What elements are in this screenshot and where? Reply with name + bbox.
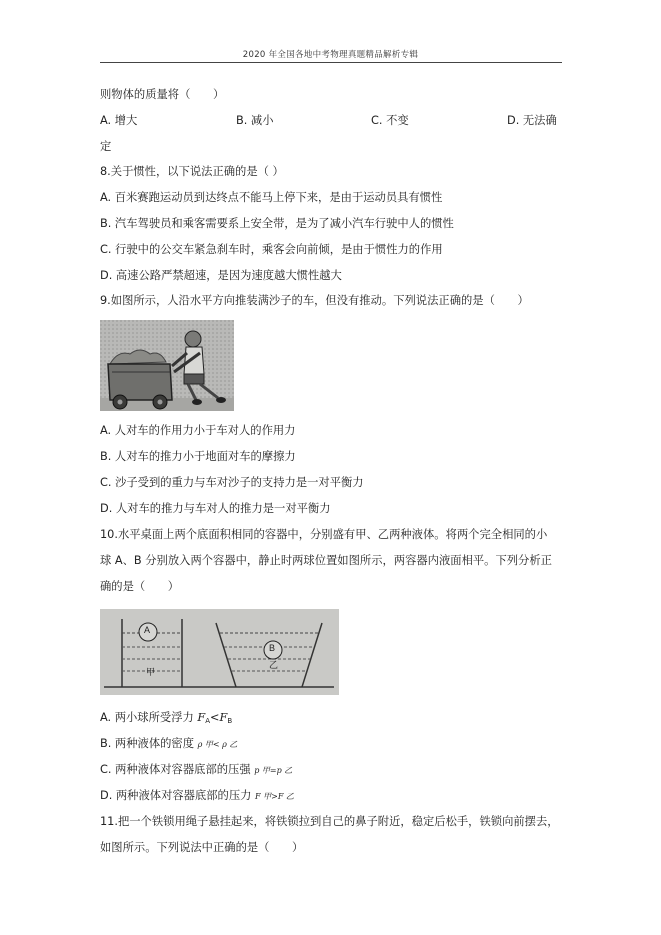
- q10-option-a-sub2: B: [227, 717, 233, 725]
- q10-option-a-f2: F: [219, 711, 228, 724]
- q9-stem: 9.如图所示，人沿水平方向推装满沙子的车，但没有推动。下列说法正确的是（ ）: [100, 294, 529, 307]
- q7-option-d-wrap: 定: [100, 140, 112, 153]
- q8-option-a: A. 百米赛跑运动员到达终点不能马上停下来，是由于运动员具有惯性: [100, 191, 443, 204]
- q10-option-b-expr: ρ 甲< ρ 乙: [197, 740, 238, 749]
- q11-stem-line-1: 11.把一个铁锁用绳子悬挂起来，将铁锁拉到自己的鼻子附近，稳定后松手，铁锁向前摆去，: [100, 815, 559, 828]
- q10-option-d: [100, 788, 294, 805]
- q7-option-b: B. 减小: [236, 114, 274, 127]
- q7-option-d: D. 无法确: [507, 114, 557, 127]
- container-left-label: 甲: [146, 668, 156, 678]
- q8-option-c: C. 行驶中的公交车紧急刹车时，乘客会向前倾，是由于惯性力的作用: [100, 243, 443, 256]
- q10-option-a-sub1: A: [205, 717, 211, 725]
- header-title: 2020 年全国各地中考物理真题精品解析专辑: [242, 50, 419, 60]
- q10-option-b: [100, 736, 237, 753]
- q10-option-a: [100, 710, 232, 729]
- container-right-label: 乙: [269, 661, 279, 671]
- q10-option-a-lt: <: [210, 711, 220, 724]
- q10-option-d-expr: F 甲>F 乙: [255, 792, 294, 801]
- q7-option-a: A. 增大: [100, 114, 138, 127]
- q9-figure-cart: [100, 320, 234, 411]
- ball-a-label: A: [144, 625, 151, 635]
- q10-option-b-text: B. 两种液体的密度: [100, 737, 198, 750]
- q10-stem-line-3: 确的是（ ）: [100, 580, 180, 593]
- q10-stem-line-2: 球 A、B 分别放入两个容器中，静止时两球位置如图所示，两容器内液面相平。下列分析正: [100, 554, 552, 567]
- q10-option-d-text: D. 两种液体对容器底部的压力: [100, 789, 256, 802]
- q10-stem-line-1: 10.水平桌面上两个底面积相同的容器中，分别盛有甲、乙两种液体。将两个完全相同的小: [100, 528, 548, 541]
- q9-option-b: B. 人对车的推力小于地面对车的摩擦力: [100, 450, 296, 463]
- q10-option-c: [100, 762, 292, 779]
- q10-option-c-expr: p 甲=p 乙: [254, 766, 293, 775]
- q11-stem-line-2: 如图所示。下列说法中正确的是（ ）: [100, 841, 304, 854]
- q8-option-d: D. 高速公路严禁超速，是因为速度越大惯性越大: [100, 269, 342, 282]
- q9-option-c: C. 沙子受到的重力与车对沙子的支持力是一对平衡力: [100, 476, 364, 489]
- q8-stem: 8.关于惯性，以下说法正确的是（ ）: [100, 165, 284, 178]
- q10-option-c-text: C. 两种液体对容器底部的压强: [100, 763, 255, 776]
- q9-option-d: D. 人对车的推力与车对人的推力是一对平衡力: [100, 502, 331, 515]
- q10-option-a-f1: F: [197, 711, 206, 724]
- q7-option-c: C. 不变: [371, 114, 409, 127]
- q10-figure-containers: [100, 609, 339, 695]
- q10-option-a-text: A. 两小球所受浮力: [100, 711, 198, 724]
- ball-b-label: B: [269, 643, 276, 653]
- header-rule: [100, 62, 562, 63]
- q8-option-b: B. 汽车驾驶员和乘客需要系上安全带，是为了减小汽车行驶中人的惯性: [100, 217, 454, 230]
- q9-option-a: A. 人对车的作用力小于车对人的作用力: [100, 424, 296, 437]
- q7-stem: 则物体的质量将（ ）: [100, 88, 225, 101]
